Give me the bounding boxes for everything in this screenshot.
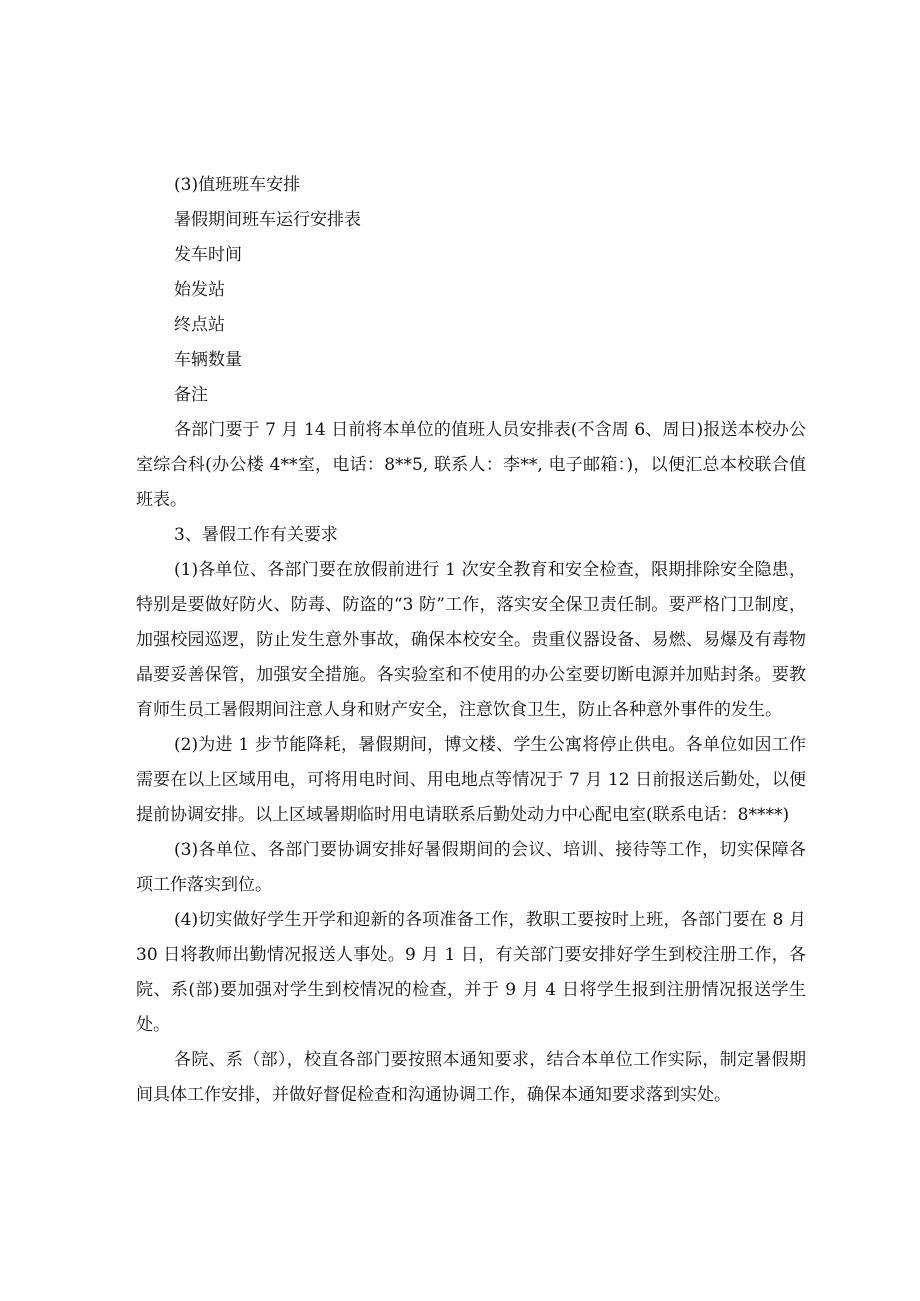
closing-paragraph: 各院、系（部），校直各部门要按照本通知要求，结合本单位工作实际，制定暑假期间具体工作安排，并做好督促检查和沟通协调工作，确保本通知要求落到实处。	[136, 1050, 806, 1105]
schedule-heading: (3)值班班车安排	[174, 175, 301, 195]
requirement-4-paragraph: (4)切实做好学生开学和迎新的各项准备工作，教职工要按时上班，各部门要在 8 月 30 日将教师出勤情况报送人事处。9 月 1 日，有关部门要安排好学生到校注册工作，各院、系(部)要加强对学生到校情况的检查，并于 9 月 4 日将学生报到注册情况报送学生处。	[136, 910, 806, 1035]
requirement-2-paragraph: (2)为进 1 步节能降耗，暑假期间，博文楼、学生公寓将停止供电。各单位如因工作需要在以上区域用电，可将用电时间、用电地点等情况于 7 月 12 日前报送后勤处，以便提前协调安排。以上区域暑期临时用电请联系后勤处动力中心配电室(联系电话：8****)	[136, 735, 806, 825]
table-title: 暑假期间班车运行安排表	[174, 210, 361, 230]
column-origin-station: 始发站	[174, 280, 225, 300]
section-3-heading: 3、暑假工作有关要求	[174, 525, 338, 545]
column-departure-time: 发车时间	[174, 245, 242, 265]
column-remarks: 备注	[174, 385, 208, 405]
document-body	[136, 168, 806, 1113]
requirement-1-paragraph: (1)各单位、各部门要在放假前进行 1 次安全教育和安全检查，限期排除安全隐患，特别是要做好防火、防毒、防盗的“3 防”工作，落实安全保卫责任制。要严格门卫制度，加强校园巡逻，防止发生意外事故，确保本校安全。贵重仪器设备、易燃、易爆及有毒物晶要妥善保管，加强安全措施。各实验室和不使用的办公室要切断电源并加贴封条。要教育师生员工暑假期间注意人身和财产安全，注意饮食卫生，防止各种意外事件的发生。	[136, 560, 806, 720]
requirement-3-paragraph: (3)各单位、各部门要协调安排好暑假期间的会议、培训、接待等工作，切实保障各项工作落实到位。	[136, 840, 806, 895]
column-vehicle-count: 车辆数量	[174, 350, 242, 370]
submit-notice-paragraph: 各部门要于 7 月 14 日前将本单位的值班人员安排表(不含周 6、周日)报送本校办公室综合科(办公楼 4**室，电话：8**5, 联系人：李**, 电子邮箱：)，以便汇总本校联合值班表。	[136, 420, 806, 510]
column-terminal-station: 终点站	[174, 315, 225, 335]
